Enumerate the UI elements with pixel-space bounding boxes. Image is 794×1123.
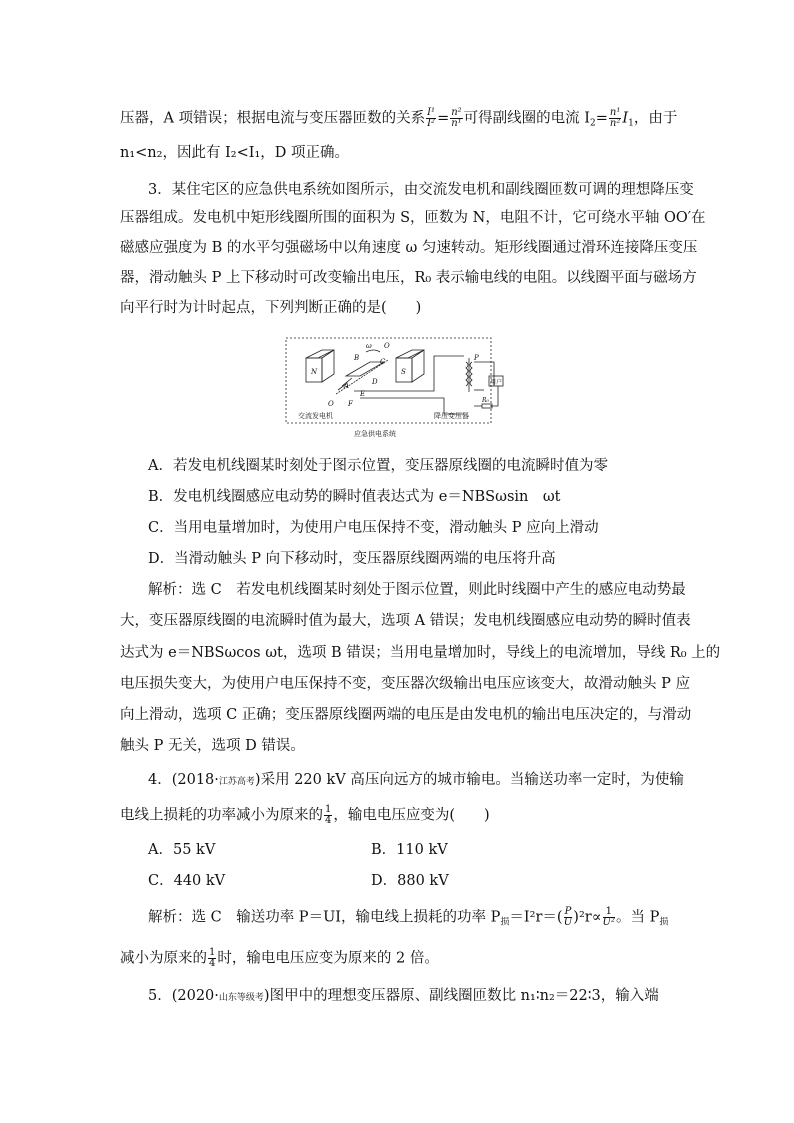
text-line: 压器组成。发电机中矩形线圈所围的面积为 S，匝数为 N，电阻不计，它可绕水平轴 OO′在 (120, 210, 706, 226)
label-generator: 交流发电机 (298, 412, 333, 420)
svg-text:R₀: R₀ (482, 397, 489, 404)
svg-text:O: O (384, 342, 390, 350)
fraction: $\frac{1}{4}$ (209, 947, 216, 969)
fraction: $\frac{P}{U}$ (563, 906, 573, 928)
fraction: $\frac{1}{4}$ (325, 804, 332, 826)
svg-text:C: C (380, 358, 386, 366)
option-a: A．55 kV (148, 842, 216, 858)
fraction: $\frac{\text{n²}}{\text{n¹}}$ (451, 107, 462, 129)
text-line: 向平行时为计时起点，下列判断正确的是( ) (120, 300, 422, 316)
text-line: 器，滑动触头 P 上下移动时可改变输出电压，R₀ 表示输电线的电阻。以线圈平面与磁场方 (120, 270, 697, 286)
label-user: 用户 (490, 379, 503, 386)
svg-text:E: E (360, 390, 366, 398)
power-system-diagram (284, 336, 504, 446)
solution-text: 解析：选 C 若发电机线圈某时刻处于图示位置，则此时线圈中产生的感应电动势最 (148, 582, 686, 598)
coil (346, 362, 384, 376)
text-line: n₁<n₂，因此有 I₂<I₁，D 项正确。 (120, 145, 350, 161)
label-n: N (311, 368, 318, 376)
text-line: 达式为 e＝NBSωcos ωt，选项 B 错误；当用电量增加时，导线上的电流增加，导线 R₀ 上的 (120, 645, 721, 661)
svg-text:ω: ω (366, 342, 372, 350)
text-line: 减小为原来的 $\frac{1}{4}$ 时，输电电压应变为原来的 2 倍。 (120, 947, 439, 969)
magnet-n-top (306, 350, 334, 358)
figure-caption: 应急供电系统 (354, 430, 396, 438)
resistor-r0 (482, 404, 492, 408)
svg-text:D: D (372, 378, 378, 386)
svg-text:F: F (348, 400, 353, 408)
label-transformer: 降压变压器 (434, 412, 469, 420)
option-c: C．当用电量增加时，为使用户电压保持不变，滑动触头 P 应向上滑动 (148, 520, 599, 536)
fraction: $\frac{1}{\text{U²}}$ (602, 906, 615, 928)
text-line: 电线上损耗的功率减小为原来的 $\frac{1}{4}$ ，输电电压应变为( ) (120, 804, 490, 826)
option-d: D．当滑动触头 P 向下移动时，变压器原线圈两端的电压将升高 (148, 551, 556, 567)
diagram-border (286, 338, 491, 423)
solution-text: 解析：选 C 输送功率 P＝UI，输电线上损耗的功率 $P_损=I^2r=$( $\frac{P}{U}$ )²r∝ $\frac{1}{\text{U²}}$ 。当 $P_损$ (148, 906, 669, 928)
text-line: 电压损失变大，为使用户电压保持不变，变压器次级输出电压应该变大，故滑动触头 P 应 (120, 676, 690, 692)
option-a: A．若发电机线圈某时刻处于图示位置，变压器原线圈的电流瞬时值为零 (148, 458, 608, 474)
svg-text:P: P (474, 354, 479, 362)
svg-text:A: A (344, 382, 350, 390)
label-s: S (401, 368, 406, 376)
option-b: B．110 kV (371, 842, 448, 858)
svg-text:O: O (328, 400, 334, 408)
option-b: B．发电机线圈感应电动势的瞬时值表达式为 e＝NBSωsin ωt (148, 489, 561, 505)
question-4-text: 4．(2018·江苏高考)采用 220 kV 高压向远方的城市输电。当输送功率一定时，为使输 (148, 772, 684, 788)
transformer-primary (466, 362, 468, 386)
transformer-secondary (470, 362, 472, 386)
text-line: 压器，A 项错误；根据电流与变压器匝数的关系 $\frac{\text{I¹}}{\text{I²}}$ = $\frac{\text{n²}}{\text{n¹}}$ 可得副线圈的电流 $I_2=$ $\frac{\text{n¹}}{\text{n²}}$ $I_1$，由于 (120, 107, 678, 129)
text-line: 大，变压器原线圈的电流瞬时值为最大，选项 A 错误；发电机线圈感应电动势的瞬时值表 (120, 613, 691, 629)
text-line: 触头 P 无关，选项 D 错误。 (120, 738, 305, 754)
option-d: D．880 kV (371, 873, 449, 889)
question-5-text: 5．(2020·山东等级考)图甲中的理想变压器原、副线圈匝数比 n₁∶n₂＝22∶3，输入端 (148, 988, 659, 1004)
text-line: 磁感应强度为 B 的水平匀强磁场中以角速度 ω 匀速转动。矩形线圈通过滑环连接降压变压 (120, 240, 698, 256)
fraction: $\frac{\text{n¹}}{\text{n²}}$ (609, 107, 621, 129)
option-c: C．440 kV (148, 873, 226, 889)
question-3-text: 3．某住宅区的应急供电系统如图所示，由交流发电机和副线圈匝数可调的理想降压变 (148, 182, 694, 198)
fraction: $\frac{\text{I¹}}{\text{I²}}$ (427, 107, 436, 129)
svg-text:B: B (354, 354, 360, 362)
text-line: 向上滑动，选项 C 正确；变压器原线圈两端的电压是由发电机的输出电压决定的，与滑动 (120, 707, 692, 723)
